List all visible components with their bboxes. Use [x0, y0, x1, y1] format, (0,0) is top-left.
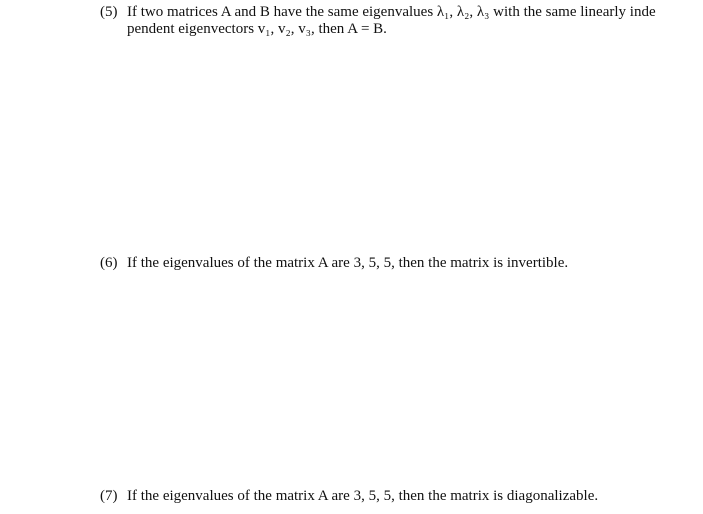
- problem-text: If the eigenvalues of the matrix A are 3, 5, 5, then the matrix is diagonalizable.: [127, 488, 599, 504]
- problem-text: If the eigenvalues of the matrix A are 3, 5, 5, then the matrix is invertible.: [127, 255, 569, 271]
- problem-number: (5): [100, 4, 118, 20]
- problem-number: (6): [100, 255, 118, 271]
- problem-5-line-2: pendent eigenvectors v₁, v₂, v₃, then A = B.: [127, 21, 387, 37]
- problem-7: [100, 488, 598, 505]
- problem-5: [100, 4, 656, 38]
- problem-7-line-1: [100, 488, 598, 505]
- problem-number: (7): [100, 488, 118, 504]
- problem-5-line-1: [100, 4, 656, 21]
- problem-6-line-1: [100, 255, 568, 272]
- problem-text: If two matrices A and B have the same eigenvalues λ₁, λ₂, λ₃ with the same linearly inde: [127, 4, 656, 20]
- problem-6: [100, 255, 568, 272]
